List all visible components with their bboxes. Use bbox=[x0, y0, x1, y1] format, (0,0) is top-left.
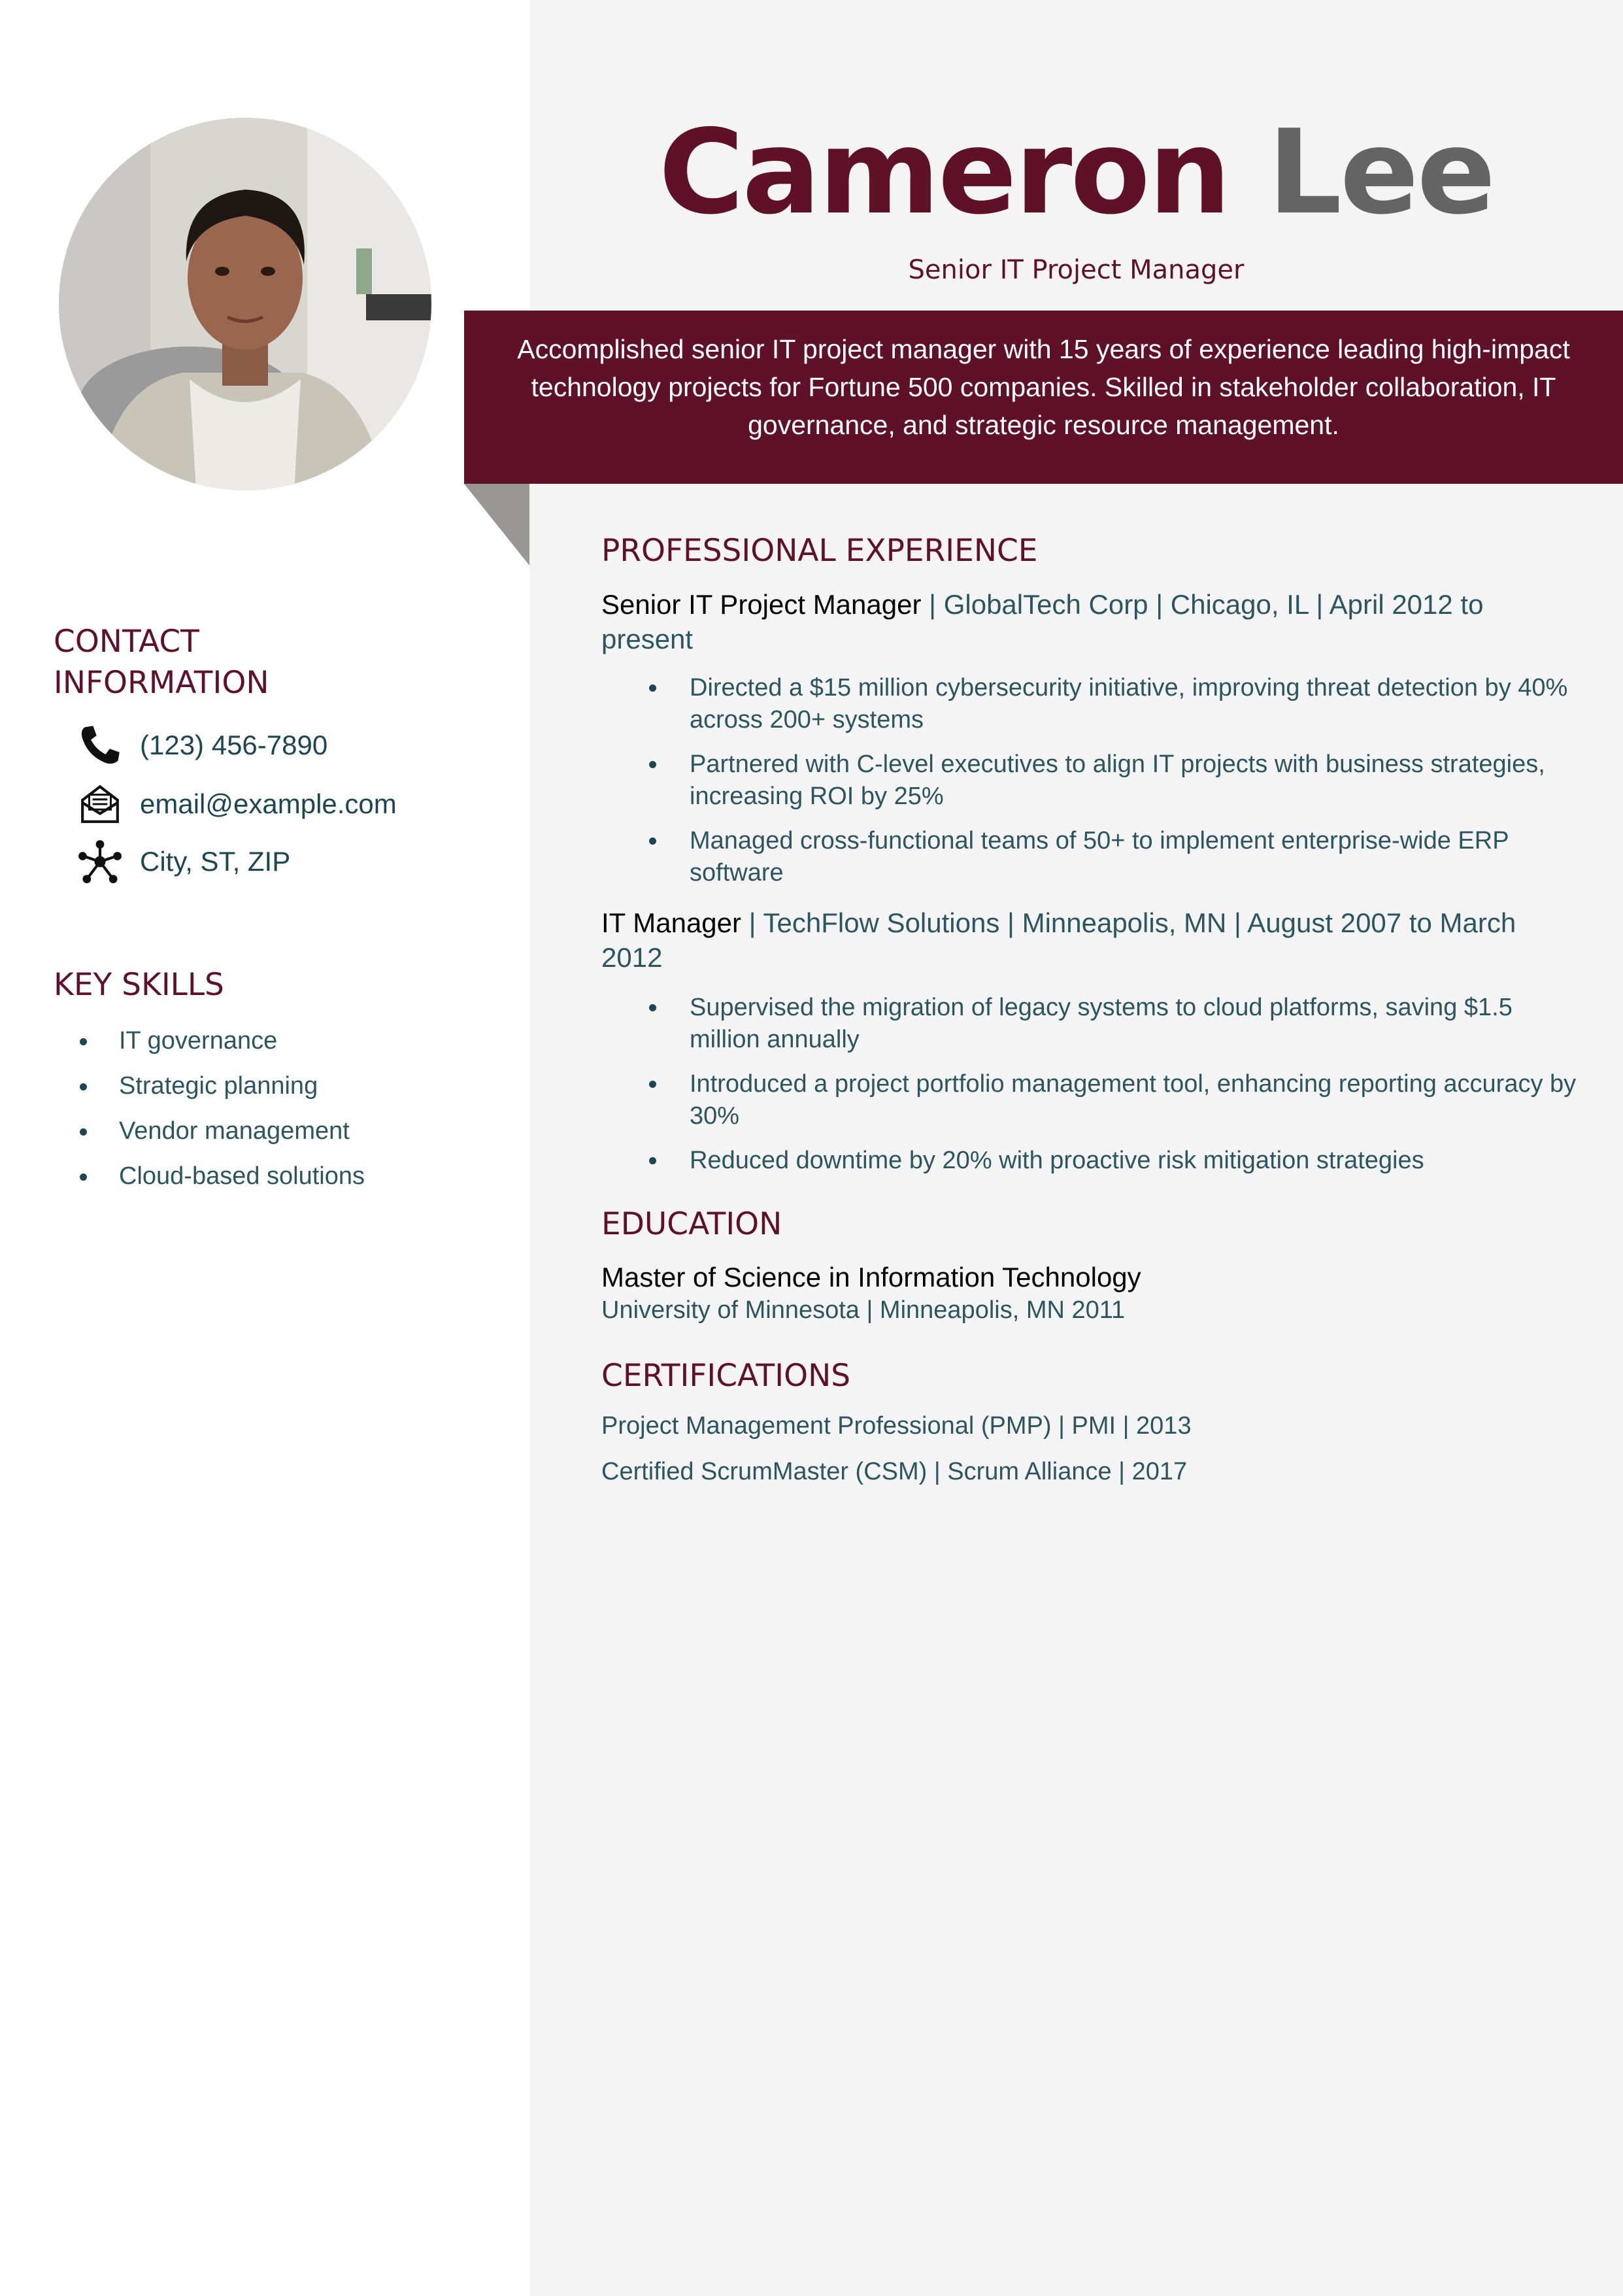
job-bullets bbox=[647, 992, 1588, 1189]
bullet-item: Introduced a project portfolio management tool, enhancing reporting accuracy by 30% bbox=[647, 1068, 1588, 1132]
contact-email bbox=[77, 781, 397, 827]
first-name: Cameron bbox=[658, 105, 1230, 240]
skill-item: Strategic planning bbox=[80, 1066, 365, 1111]
contact-heading-line1: CONTACT bbox=[54, 624, 199, 660]
contact-heading-line2: INFORMATION bbox=[54, 665, 269, 701]
job-role: Senior IT Project Manager bbox=[601, 589, 922, 620]
skills-heading: KEY SKILLS bbox=[54, 967, 224, 1003]
bullet-item: Reduced downtime by 20% with proactive risk mitigation strategies bbox=[647, 1145, 1588, 1177]
education-school: University of Minnesota | Minneapolis, MN 2011 bbox=[601, 1296, 1126, 1324]
skill-item: Cloud-based solutions bbox=[80, 1156, 365, 1202]
portrait-illustration bbox=[59, 118, 431, 490]
experience-heading: PROFESSIONAL EXPERIENCE bbox=[601, 533, 1038, 569]
certification-item: Certified ScrumMaster (CSM) | Scrum Alliance | 2017 bbox=[601, 1458, 1188, 1485]
bullet-item: Managed cross-functional teams of 50+ to implement enterprise-wide ERP software bbox=[647, 825, 1588, 889]
certifications-heading: CERTIFICATIONS bbox=[601, 1358, 851, 1394]
network-icon bbox=[77, 839, 123, 885]
skill-item: IT governance bbox=[80, 1021, 365, 1066]
profile-photo bbox=[59, 118, 431, 490]
skills-list bbox=[80, 1021, 365, 1202]
bullet-item: Directed a $15 million cybersecurity initiative, improving threat detection by 40% across 200+ systems bbox=[647, 672, 1588, 736]
skill-item: Vendor management bbox=[80, 1111, 365, 1156]
job-bullets bbox=[647, 672, 1588, 902]
envelope-icon bbox=[77, 781, 123, 827]
banner-fold-decoration bbox=[464, 484, 529, 566]
summary-text: Accomplished senior IT project manager with 15 years of experience leading high-impact technology projects for Fortune 500 companies. Skilled in stakeholder collaboration, IT governance, and strategic resource management. bbox=[517, 334, 1570, 440]
contact-phone bbox=[77, 722, 327, 768]
job-header bbox=[601, 905, 1543, 975]
summary-banner bbox=[464, 311, 1623, 484]
email-text[interactable]: email@example.com bbox=[140, 788, 397, 819]
candidate-name bbox=[529, 105, 1623, 240]
job-details: | GlobalTech Corp | Chicago, IL | April 2012 to present bbox=[601, 589, 1484, 654]
job-header bbox=[601, 587, 1543, 656]
contact-location bbox=[77, 839, 290, 885]
contact-heading bbox=[54, 621, 269, 703]
location-text: City, ST, ZIP bbox=[140, 846, 291, 877]
certification-item: Project Management Professional (PMP) | PMI | 2013 bbox=[601, 1412, 1192, 1440]
phone-text[interactable]: (123) 456-7890 bbox=[140, 730, 328, 760]
bullet-item: Supervised the migration of legacy systems to cloud platforms, saving $1.5 million annually bbox=[647, 992, 1588, 1056]
phone-icon bbox=[77, 722, 123, 768]
job-title: Senior IT Project Manager bbox=[908, 255, 1245, 285]
bullet-item: Partnered with C-level executives to align IT projects with business strategies, increasing ROI by 25% bbox=[647, 749, 1588, 813]
last-name: Lee bbox=[1267, 105, 1494, 240]
job-role: IT Manager bbox=[601, 907, 741, 938]
education-degree: Master of Science in Information Technology bbox=[601, 1262, 1141, 1292]
education-heading: EDUCATION bbox=[601, 1206, 782, 1242]
job-details: | TechFlow Solutions | Minneapolis, MN | August 2007 to March 2012 bbox=[601, 907, 1516, 973]
